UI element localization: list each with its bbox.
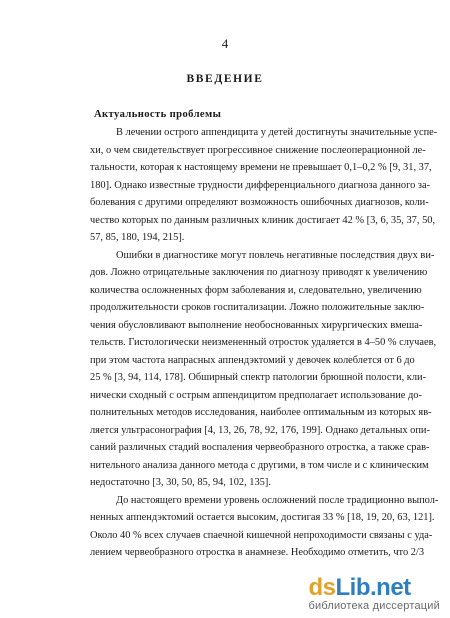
text-line: недостаточно [3, 30, 50, 85, 94, 102, 135]. <box>90 477 271 488</box>
text-line: саний различных стадий воспаления червеобразного отростка, а также срав- <box>90 442 430 453</box>
logo-net-part: .net <box>369 574 411 601</box>
paragraph <box>90 124 438 247</box>
body-text <box>90 124 439 562</box>
logo-ds-part: ds <box>308 574 336 601</box>
text-line: полнительных методов исследования, наиболее оптимальным из которых яв- <box>90 407 432 418</box>
text-line: болевания с другими определяют возможность ошибочных диагнозов, коли- <box>90 197 429 208</box>
text-line: тальности, которая к настоящему времени не превышает 0,1–0,2 % [9, 31, 37, <box>90 162 432 173</box>
text-line: 57, 85, 180, 194, 215]. <box>90 232 185 243</box>
text-line: Около 40 % всех случаев спаечной кишечной непроходимости связаны с уда- <box>90 529 433 541</box>
text-line: В лечении острого аппендицита у детей достигнуты значительные успе- <box>116 127 438 138</box>
text-line: ненных аппендэктомий остается высоким, достигая 33 % [18, 19, 20, 63, 121]. <box>90 512 435 523</box>
text-line: чество которых по данным различных клиник достигает 42 % [3, 6, 35, 37, 50, <box>90 214 436 226</box>
text-line: лением червеобразного отростка в анамнезе. Необходимо отметить, что 2/3 <box>90 547 425 558</box>
text-line: нически сходный с острым аппендицитом предполагает использование до- <box>90 389 422 401</box>
text-line: при этом частота напрасных аппендэктомий у девочек колеблется от 6 до <box>90 354 415 366</box>
dslib-watermark <box>308 576 440 612</box>
paragraph <box>90 492 439 562</box>
subsection-heading: Актуальность проблемы <box>94 109 222 120</box>
paragraph <box>90 247 437 492</box>
text-line: ляется ультрасонография [4, 13, 26, 78, 92, 176, 199]. Однако детальных опи- <box>90 424 430 436</box>
text-line: тельств. Гистологически неизмененный отросток удаляется в 4–50 % случаев, <box>90 337 437 348</box>
logo-lib-part: Lib <box>335 574 370 601</box>
text-line: количества осложненных форм заболевания и, следовательно, увеличению <box>90 284 422 296</box>
dslib-logo <box>308 576 440 600</box>
page-number: 4 <box>221 36 229 51</box>
text-line: До настоящего времени уровень осложнений после традиционно выпол- <box>116 494 439 506</box>
text-line: дов. Ложно отрицательные заключения по диагнозу приводят к увеличению <box>90 267 428 278</box>
text-line: чения обусловливают выполнение необоснованных хирургических вмеша- <box>90 319 423 331</box>
watermark-tagline: библиотека диссертаций <box>308 600 440 612</box>
text-line: хи, о чем свидетельствует прогрессивное снижение послеоперационной ле- <box>90 144 426 156</box>
text-line: нительного анализа данного метода с другими, в том числе и с клиническим <box>90 459 429 471</box>
section-heading: ВВЕДЕНИЕ <box>186 73 264 85</box>
text-line: 25 % [3, 94, 114, 178]. Обширный спектр патологии брюшной полости, кли- <box>90 372 427 383</box>
text-line: Ошибки в диагностике могут повлечь негативные последствия двух ви- <box>116 249 435 261</box>
text-line: продолжительности сроков госпитализации. Ложно положительные заклю- <box>90 302 425 313</box>
text-line: 180]. Однако известные трудности дифференциального диагноза данного за- <box>90 179 431 191</box>
